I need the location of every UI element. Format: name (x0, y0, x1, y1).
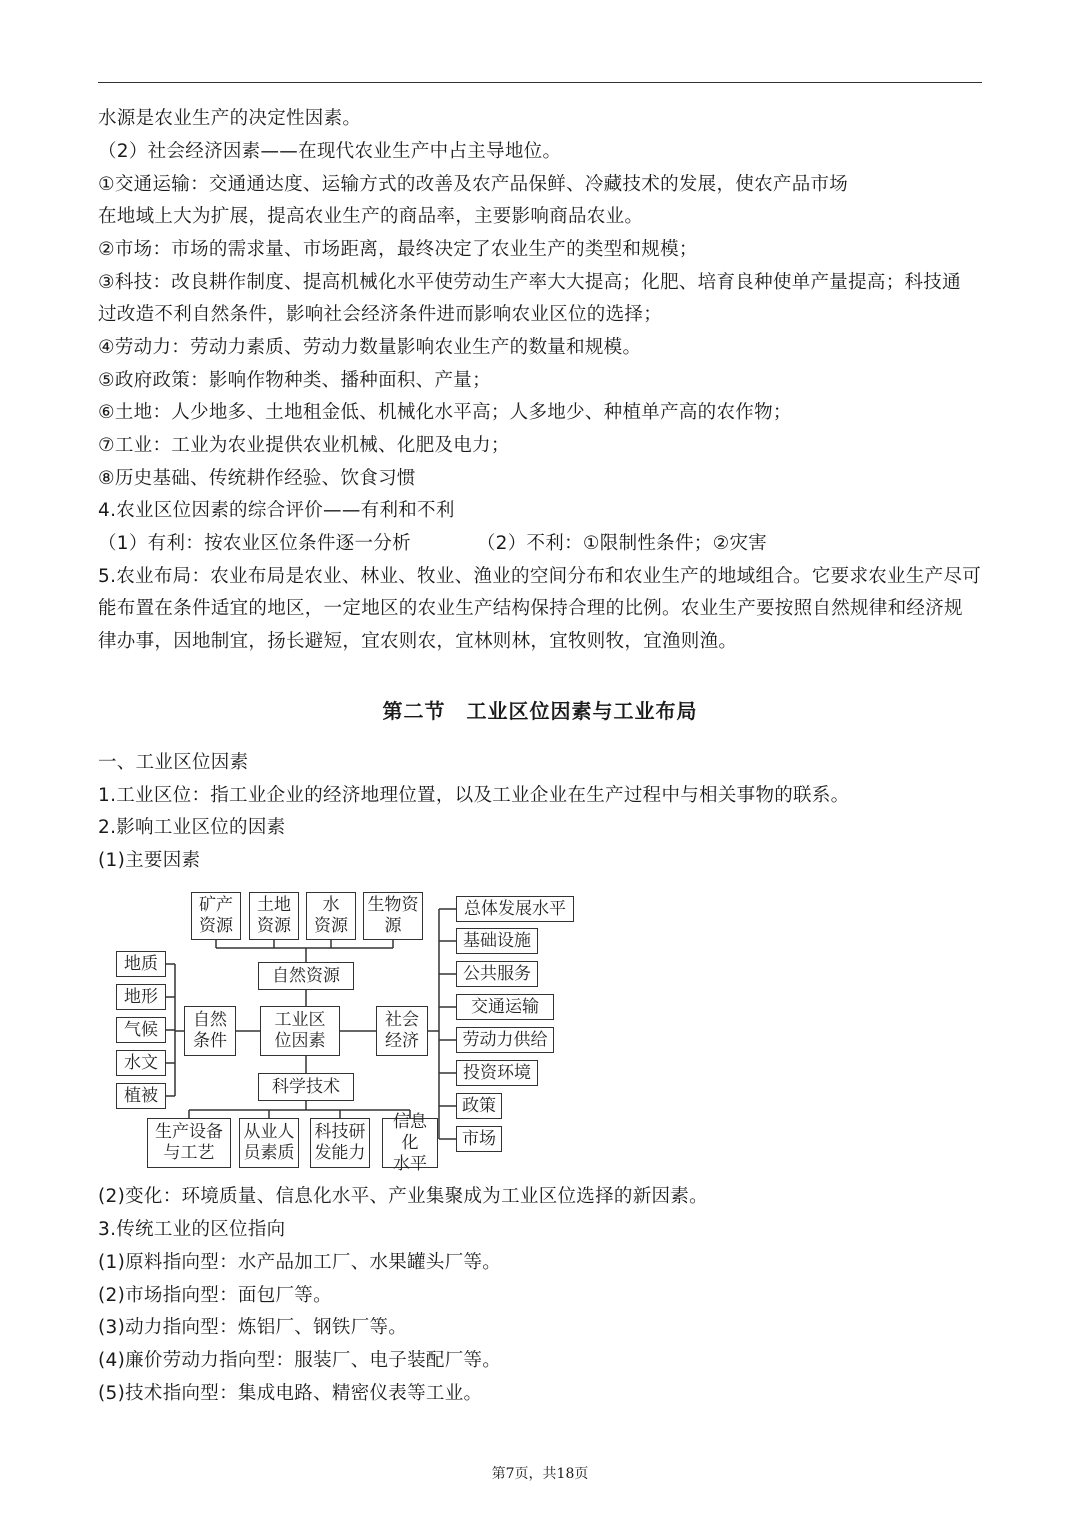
tech-factor-informatization: 信息化 水平 (382, 1118, 438, 1168)
natural-resources-box: 自然资源 (258, 962, 354, 990)
text-line: ⑦工业：工业为农业提供农业机械、化肥及电力； (98, 435, 510, 456)
social-factor-infrastructure: 基础设施 (456, 928, 538, 954)
text-line: ⑥土地：人少地多、土地租金低、机械化水平高；人多地少、种植单产高的农作物； (98, 402, 792, 423)
industrial-location-diagram (112, 888, 582, 1178)
science-technology-box: 科学技术 (258, 1073, 354, 1101)
text-line: （1）有利：按农业区位条件逐一分析 （2）不利：①限制性条件；②灾害 (98, 533, 768, 554)
resource-water: 水 资源 (306, 892, 356, 940)
social-factor-investment-environment: 投资环境 (456, 1060, 538, 1086)
natural-conditions-box: 自然 条件 (184, 1006, 236, 1056)
text-line: 过改造不利自然条件，影响社会经济条件进而影响农业区位的选择； (98, 304, 663, 325)
natural-factor-hydrology: 水文 (116, 1050, 166, 1076)
tech-factor-equipment: 生产设备 与工艺 (147, 1118, 231, 1168)
social-factor-policy: 政策 (456, 1093, 502, 1119)
resource-biological: 生物资 源 (363, 892, 423, 940)
natural-factor-climate: 气候 (116, 1017, 166, 1043)
social-factor-labor-supply: 劳动力供给 (456, 1027, 554, 1053)
industrial-location-factors-box: 工业区 位因素 (260, 1006, 340, 1056)
resource-land: 土地 资源 (249, 892, 299, 940)
natural-factor-terrain: 地形 (116, 984, 166, 1010)
natural-factor-vegetation: 植被 (116, 1083, 166, 1109)
text-line: 在地域上大为扩展，提高农业生产的商品率，主要影响商品农业。 (98, 206, 644, 227)
text-line: 能布置在条件适宜的地区，一定地区的农业生产结构保持合理的比例。农业生产要按照自然规律和经济规 (98, 598, 963, 619)
socio-economic-box: 社会 经济 (376, 1006, 428, 1056)
text-line: 2.影响工业区位的因素 (98, 817, 286, 838)
resource-mineral: 矿产 资源 (191, 892, 241, 940)
text-line: ①交通运输：交通通达度、运输方式的改善及农产品保鲜、冷藏技术的发展，使农产品市场 (98, 174, 849, 195)
text-line: (4)廉价劳动力指向型：服装厂、电子装配厂等。 (98, 1350, 502, 1371)
text-line: ②市场：市场的需求量、市场距离，最终决定了农业生产的类型和规模； (98, 239, 698, 260)
social-factor-development-level: 总体发展水平 (456, 896, 574, 922)
text-line: (2)变化：环境质量、信息化水平、产业集聚成为工业区位选择的新因素。 (98, 1186, 708, 1207)
text-line: ⑤政府政策：影响作物种类、播种面积、产量； (98, 370, 491, 391)
text-line: ⑧历史基础、传统耕作经验、饮食习惯 (98, 468, 416, 489)
tech-factor-personnel: 从业人 员素质 (239, 1118, 299, 1168)
social-factor-public-services: 公共服务 (456, 961, 538, 987)
text-line: (5)技术指向型：集成电路、精密仪表等工业。 (98, 1383, 483, 1404)
social-factor-transportation: 交通运输 (456, 994, 554, 1020)
text-line: ④劳动力：劳动力素质、劳动力数量影响农业生产的数量和规模。 (98, 337, 642, 358)
text-line: 1.工业区位：指工业企业的经济地理位置，以及工业企业在生产过程中与相关事物的联系。 (98, 785, 850, 806)
social-factor-market: 市场 (456, 1126, 502, 1152)
text-line: 水源是农业生产的决定性因素。 (98, 108, 362, 129)
text-line: （2）社会经济因素——在现代农业生产中占主导地位。 (98, 141, 562, 162)
page-number: 第7页，共18页 (491, 1466, 589, 1482)
natural-factor-geology: 地质 (116, 951, 166, 977)
text-line: ③科技：改良耕作制度、提高机械化水平使劳动生产率大大提高；化肥、培育良种使单产量提高；科技通 (98, 272, 961, 293)
text-line: (3)动力指向型：炼铝厂、钢铁厂等。 (98, 1317, 408, 1338)
text-line: 4.农业区位因素的综合评价——有利和不利 (98, 500, 455, 521)
text-line: 3.传统工业的区位指向 (98, 1219, 286, 1240)
text-line: (1)主要因素 (98, 850, 201, 871)
text-line: (2)市场指向型：面包厂等。 (98, 1285, 332, 1306)
text-line: 5.农业布局：农业布局是农业、林业、牧业、渔业的空间分布和农业生产的地域组合。它要求农业生产尽可 (98, 566, 982, 587)
text-line: (1)原料指向型：水产品加工厂、水果罐头厂等。 (98, 1252, 502, 1273)
text-line: 律办事，因地制宜，扬长避短，宜农则农，宜林则林，宜牧则牧，宜渔则渔。 (98, 631, 738, 652)
header-rule (98, 82, 982, 83)
section-title: 第二节 工业区位因素与工业布局 (382, 699, 698, 723)
text-line: 一、工业区位因素 (98, 752, 249, 773)
tech-factor-rd: 科技研 发能力 (310, 1118, 370, 1168)
